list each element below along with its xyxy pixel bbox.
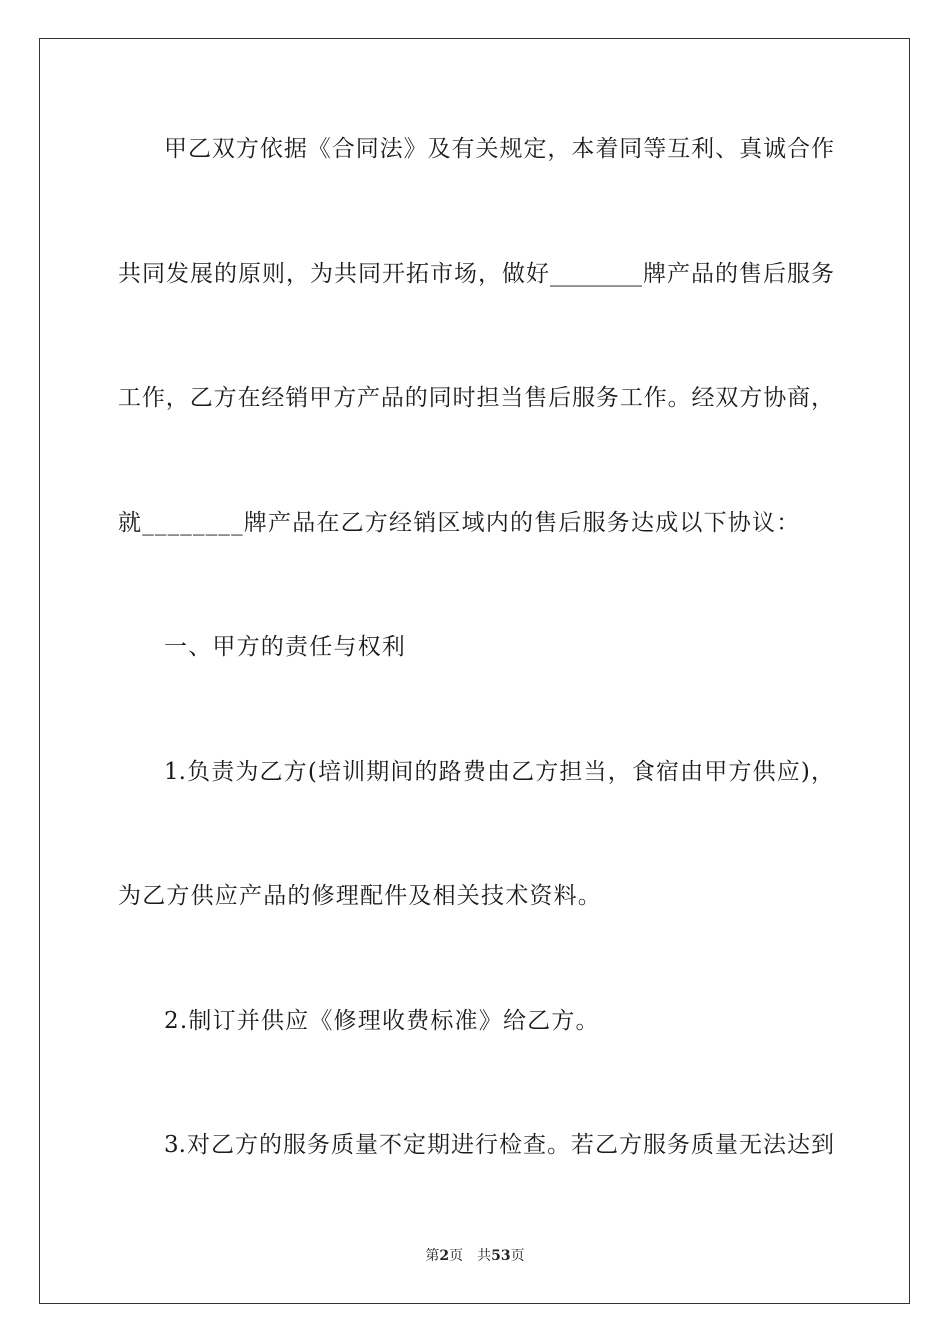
footer-total-suffix: 页 — [510, 1248, 525, 1264]
page-border — [39, 38, 910, 1304]
footer-page-prefix: 第 — [425, 1248, 440, 1264]
paragraph-line-1: 甲乙双方依据《合同法》及有关规定，本着同等互利、真诚合作 — [164, 136, 834, 162]
page-footer — [0, 1246, 950, 1266]
paragraph-line-2: 共同发展的原则，为共同开拓市场，做好________牌产品的售后服务 — [118, 261, 834, 287]
footer-page-suffix: 页 — [449, 1248, 464, 1264]
paragraph-line-3: 工作，乙方在经销甲方产品的同时担当售后服务工作。经双方协商， — [118, 385, 834, 411]
clause-2: 2.制订并供应《修理收费标准》给乙方。 — [164, 1008, 600, 1034]
section-heading: 一、甲方的责任与权利 — [164, 634, 406, 660]
footer-total-prefix: 共 — [477, 1248, 492, 1264]
footer-total-pages: 53 — [491, 1248, 511, 1264]
clause-1-line-1: 1.负责为乙方(培训期间的路费由乙方担当，食宿由甲方供应)， — [164, 759, 834, 785]
clause-1-line-2: 为乙方供应产品的修理配件及相关技术资料。 — [118, 883, 602, 909]
footer-page-current: 2 — [439, 1248, 450, 1264]
clause-3-line-1: 3.对乙方的服务质量不定期进行检查。若乙方服务质量无法达到 — [164, 1132, 834, 1158]
paragraph-line-4: 就________牌产品在乙方经销区域内的售后服务达成以下协议： — [118, 510, 801, 536]
